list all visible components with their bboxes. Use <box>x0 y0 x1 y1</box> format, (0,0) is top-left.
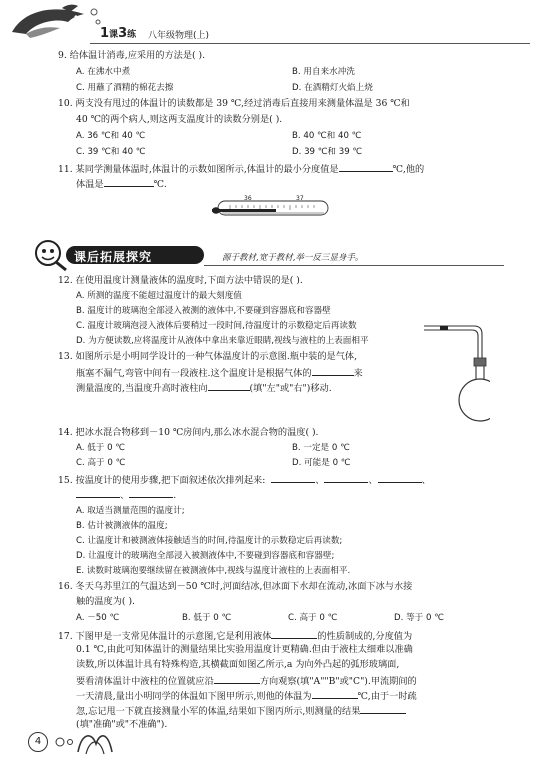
q13-line-3: 测量温度的,当温度升高时液柱向 (填"左"或"右")移动. <box>76 383 332 394</box>
q12-option-d: D. 为方便读数,应将温度计从液体中拿出来靠近眼睛,视线与液柱的上表面相平 <box>76 336 369 346</box>
footer-decoration-icon <box>52 728 122 756</box>
q10-option-b: B. 40 ℃和 40 ℃ <box>292 131 362 141</box>
q15-step-b: B. 估计被测液体的温度; <box>76 521 168 531</box>
q17-line-3: 读数,所以体温计具有特殊构造,其横截面如图乙所示,a 为向外凸起的弧形玻璃面, <box>76 659 400 670</box>
q17-line-1: 17. 下图甲是一支常见体温计的示意图,它是利用液体 的性质制成的,分度值为 <box>58 631 413 642</box>
q15-step-d: D. 让温度计的玻璃泡全部浸入被测液体中,不要碰到容器底和容器壁; <box>76 551 335 561</box>
q15-blank-line: 、 . <box>76 488 176 502</box>
gas-thermometer-flask-figure <box>420 320 490 424</box>
q10-line-1: 10. 两支没有甩过的体温计的读数都是 39 ℃,经过消毒后直接用来测量体温是 36 ℃和 <box>58 98 410 109</box>
section-slogan: 源于教材,宽于教材,举一反三显身手。 <box>222 253 364 263</box>
q16-option-c: C. 高于 0 ℃ <box>288 613 338 623</box>
answer-blank[interactable] <box>271 473 315 483</box>
section-title: 课后拓展探究 <box>74 250 153 264</box>
q17-line-2: 0.1 ℃,由此可知体温计的测量结果比实验用温度计更精确.但由于液柱太细难以准确 <box>76 644 413 655</box>
clinical-thermometer-figure <box>212 191 332 231</box>
banner-divider <box>204 265 504 266</box>
brand-logo-text: 1课3练 <box>100 26 137 41</box>
q14-option-b: B. 一定是 0 ℃ <box>292 443 350 453</box>
q17-line-4: 要看清体温计中液柱的位置就应沿 方向观察(填"A""B"或"C").甲流期间的 <box>76 676 417 687</box>
header-divider <box>90 43 530 44</box>
q17-line-5: 一天清晨,量出小明同学的体温如下图甲所示,则他的体温为 ℃,由于一时疏 <box>76 691 417 702</box>
q16-line-2: 触的温度为( ). <box>76 596 135 607</box>
answer-blank[interactable] <box>312 689 358 699</box>
answer-blank[interactable] <box>339 162 393 172</box>
magnifier-mascot-icon <box>30 238 70 272</box>
q9-stem: 9. 给体温计消毒,应采用的方法是( ). <box>58 50 206 61</box>
q9-option-a: A. 在沸水中煮 <box>76 67 131 77</box>
answer-blank[interactable] <box>271 629 317 639</box>
answer-blank[interactable] <box>76 488 120 498</box>
q16-option-b: B. 低于 0 ℃ <box>182 613 232 623</box>
q12-option-a: A. 所测的温度不能超过温度计的最大刻度值 <box>76 291 242 301</box>
q15-step-c: C. 让温度计和被测液体接触适当的时间,待温度计的示数稳定后再读数; <box>76 536 343 546</box>
q17-line-7: (填"准确"或"不准确"). <box>76 719 168 730</box>
answer-blank[interactable] <box>214 674 260 684</box>
q16-option-a: A. －50 ℃ <box>76 613 120 623</box>
q11-line-2: 体温是 ℃. <box>76 179 167 190</box>
q9-option-c: C. 用蘸了酒精的棉花去擦 <box>76 83 174 93</box>
q13-line-2: 瓶塞不漏气,弯管中间有一段液柱.这个温度计是根据气体的 来 <box>76 368 363 379</box>
q10-option-d: D. 39 ℃和 39 ℃ <box>292 147 363 157</box>
answer-blank[interactable] <box>378 473 422 483</box>
answer-blank[interactable] <box>360 704 406 714</box>
q11-line-1: 11. 某同学测量体温时,体温计的示数如图所示,体温计的最小分度值是 ℃,他的 <box>58 164 425 175</box>
thermometer-tick-36: 36 <box>244 195 252 202</box>
thermometer-tick-37: 37 <box>296 195 304 202</box>
q14-option-c: C. 高于 0 ℃ <box>76 458 126 468</box>
q14-stem: 14. 把冰水混合物移到－10 ℃房间内,那么冰水混合物的温度( ). <box>58 427 319 438</box>
answer-blank[interactable] <box>208 381 250 391</box>
subject-title: 八年级物理(上) <box>148 31 210 41</box>
section-banner <box>26 238 506 272</box>
page-number: 4 <box>28 732 48 752</box>
q10-line-2: 40 ℃的两个病人,则这两支温度计的读数分别是( ). <box>76 114 283 125</box>
answer-blank[interactable] <box>324 473 368 483</box>
answer-blank[interactable] <box>104 177 154 187</box>
dolphin-logo-icon <box>6 2 102 44</box>
q13-line-1: 13. 如图所示是小明同学设计的一种气体温度计的示意图.瓶中装的是气体, <box>58 351 357 362</box>
page-footer <box>28 728 168 758</box>
q15-step-e: E. 读数时玻璃泡要继续留在被测液体中,视线与温度计液柱的上表面相平. <box>76 566 351 576</box>
q12-option-c: C. 温度计玻璃泡浸入液体后要稍过一段时间,待温度计的示数稳定后再读数 <box>76 321 357 331</box>
q12-stem: 12. 在使用温度计测量液体的温度时,下面方法中错误的是( ). <box>58 275 303 286</box>
page-header <box>0 0 541 46</box>
q9-option-b: B. 用自来水冲洗 <box>292 67 355 77</box>
q10-option-c: C. 39 ℃和 40 ℃ <box>76 147 146 157</box>
q15-stem: 15. 按温度计的使用步骤,把下面叙述依次排列起来: 、 、 、 <box>58 475 431 486</box>
q9-option-d: D. 在酒精灯火焰上烧 <box>292 83 373 93</box>
q15-step-a: A. 取适当测量范围的温度计; <box>76 506 185 516</box>
q16-option-d: D. 等于 0 ℃ <box>394 613 444 623</box>
q12-option-b: B. 温度计的玻璃泡全部浸入被测的液体中,不要碰到容器底和容器壁 <box>76 306 331 316</box>
answer-blank[interactable] <box>129 488 173 498</box>
q14-option-d: D. 可能是 0 ℃ <box>292 458 351 468</box>
answer-blank[interactable] <box>312 366 354 376</box>
q17-line-6: 忽,忘记甩一下就直接测量小军的体温,结果如下图丙所示,则测量的结果 <box>76 704 406 718</box>
q16-line-1: 16. 冬天乌苏里江的气温达到－50 ℃时,河面结冰,但冰面下水却在流动,冰面下冰与水接 <box>58 581 413 592</box>
q14-option-a: A. 低于 0 ℃ <box>76 443 125 453</box>
q10-option-a: A. 36 ℃和 40 ℃ <box>76 131 146 141</box>
